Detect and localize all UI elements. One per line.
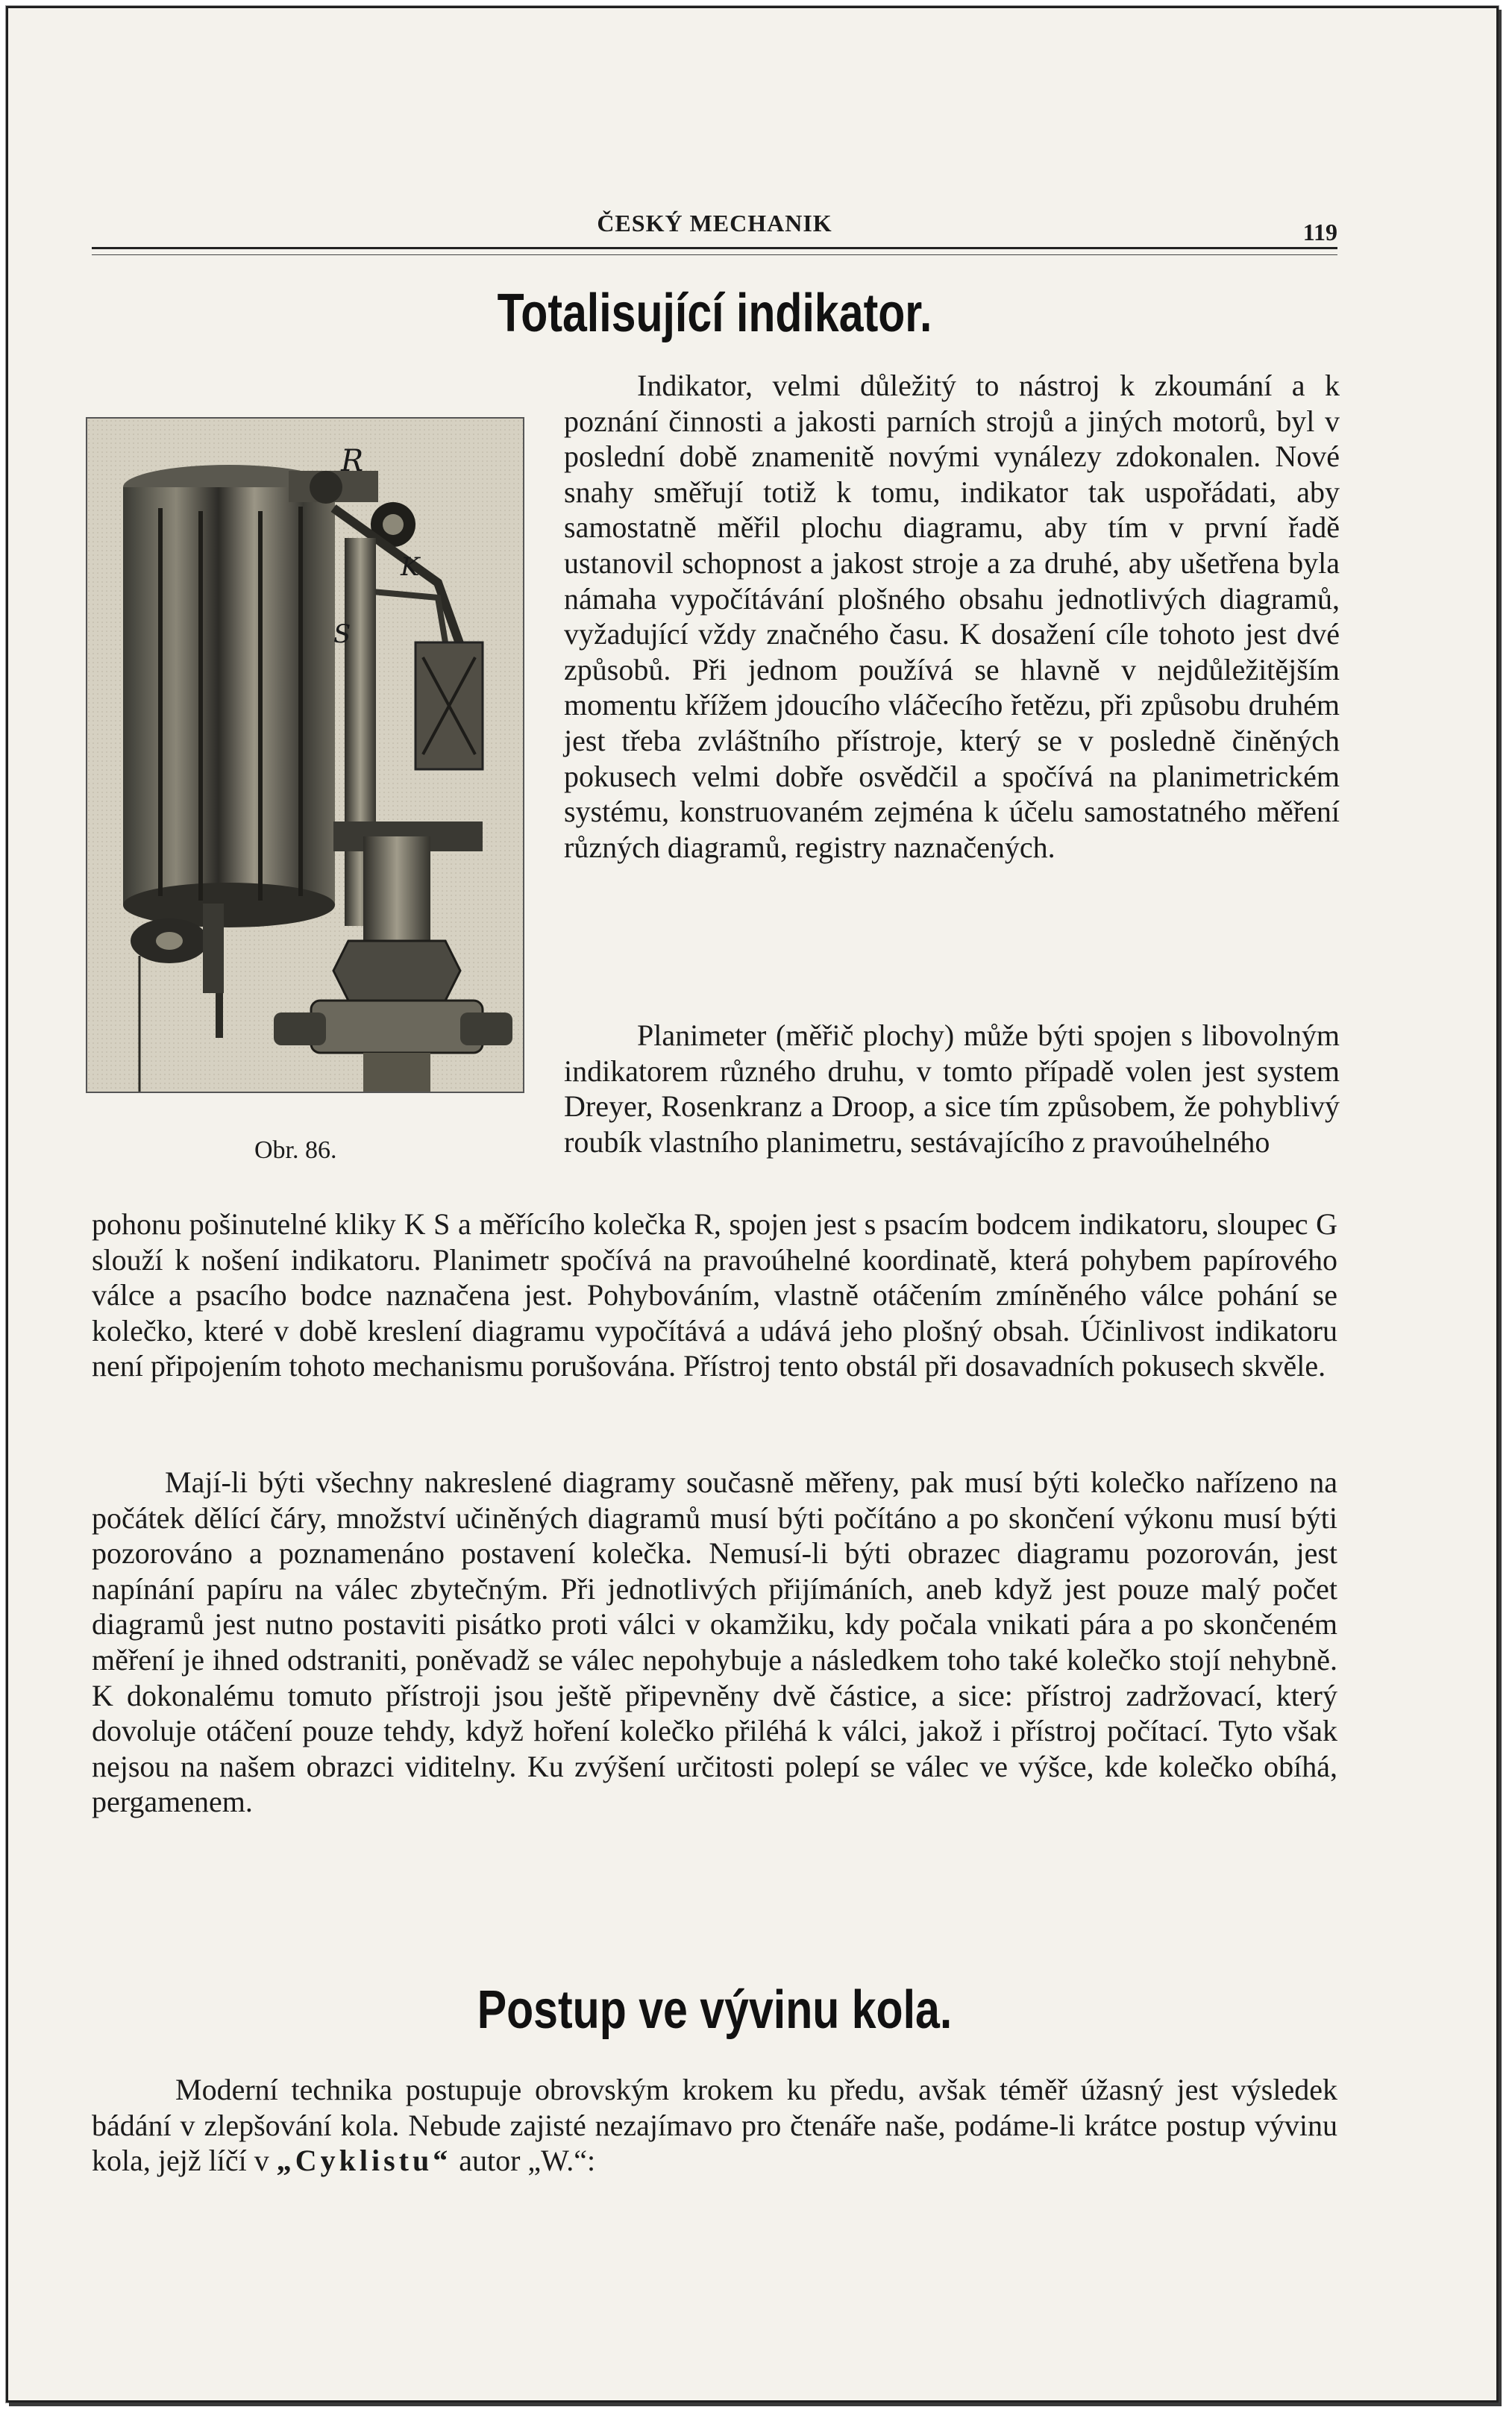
article2-text-start: Moderní technika postupuje obrovským krokem ku předu, avšak téměř úžasný jest výsledek bádání v zlepšování kola. Nebude zajisté nezajímavo pro čtenáře naše, podáme-li krátce postup vývinu kola, jejž líčí v (92, 2073, 1337, 2178)
journal-name-spaced: „Cyklistu“ (276, 2144, 452, 2178)
article-title: Totalisující indikator. (497, 284, 932, 343)
figure-caption: Obr. 86. (254, 1136, 337, 1164)
header-rule (92, 247, 1337, 249)
journal-title: ČESKÝ MECHANIK (597, 210, 832, 237)
article2-text-end: autor „W.“: (451, 2144, 596, 2178)
article-paragraph-2-continued: pohonu pošinutelné kliky K S a měřícího kolečka R, spojen jest s psacím bodcem indikatoru, sloupec G slouží k nošení indikatoru. Planimetr spočívá na pravoúhelné koordinatě, která pohybem papírového válce a psacího bodce naznačena jest. Pohybováním, vlastně otáčením zmíněného válce pohání se kolečko, které v době kreslení diagramu vypočítává a udává jeho plošný obsah. Účinlivost indikatoru není připojením tohoto mechanismu porušována. Přístroj tento obstál při dosavadních pokusech skvěle. (92, 1207, 1337, 1383)
article-paragraph-3: Mají-li býti všechny nakreslené diagramy současně měřeny, pak musí býti kolečko nařízeno na počátek dělící čáry, množství učiněných diagramů musí býti počítáno a po skončení výkonu musí býti pozorováno a poznamenáno postavení kolečka. Nemusí-li býti obrazec diagramu pozorován, jest napínání papíru na válec zbytečným. Při jednotlivých přijímáních, aneb když jest pouze malý počet diagramů jest nutno postaviti pisátko proti válci v okamžiku, kdy počala vnikati pára a po skončeném měření je ihned odstraniti, poněvadž se válec nepohybuje a následkem toho také kolečko stojí nehybně. K dokonalému tomuto přístroji jsou ještě připevněny dvě částice, a sice: přístroj zadržovací, který dovoluje otáčení pouze tehdy, když hoření kolečko přiléhá k válci, jakož i přístroj počítací. Tyto však nejsou na našem obrazci viditelny. Ku zvýšení určitosti polepí se válec ve výšce, kde kolečko obíhá, pergamenem. (92, 1465, 1337, 1819)
article-paragraph-1: Indikator, velmi důležitý to nástroj k zkoumání a k poznání činnosti a jakosti parních strojů a jiných motorů, byl v poslední době znamenitě novými vynálezy zdokonalen. Nové snahy směřují totiž k tomu, indikator tak uspořádati, aby samostatně měřil plochu diagramu, aby tím v první řadě ustanovil schopnost a jakost stroje a za druhé, aby ušetřena byla námaha vypočítávání plošného obsahu jednotlivých diagramů, vyžadující vždy značného času. K dosažení cíle tohoto jest dvé způsobů. Při jednom používá se hlavně v nejdůležitějším momentu křížem jdoucího vláčecího řetězu, při způsobu druhém jest třeba zvláštního přístroje, který se v posledně činěných pokusech velmi dobře osvědčil a spočívá na planimetrickém systému, konstruovaném zejména k účelu samostatného měření různých diagramů, registry naznačených. (564, 369, 1340, 864)
figure-label-k: K (401, 552, 420, 582)
indicator-illustration (86, 417, 524, 1093)
page-number: 119 (1302, 219, 1337, 245)
article-paragraph-2: Planimeter (měřič plochy) může býti spojen s libovolným indikatorem různého druhu, v tomto případě volen jest system Dreyer, Rosenkranz a Droop, a sice tím způsobem, že pohyblivý roubík vlastního planimetru, sestávajícího z pravoúhelného (564, 1018, 1340, 1159)
indicator-engraving (87, 419, 523, 1092)
figure-label-s: S (333, 619, 351, 649)
article-title-2: Postup ve vývinu kola. (477, 1980, 953, 2040)
running-head (92, 208, 1337, 245)
magazine-page (6, 6, 1499, 2403)
figure-label-r: R (341, 444, 364, 478)
header-rule-thin (92, 254, 1337, 255)
article2-paragraph-1 (92, 2072, 1337, 2179)
